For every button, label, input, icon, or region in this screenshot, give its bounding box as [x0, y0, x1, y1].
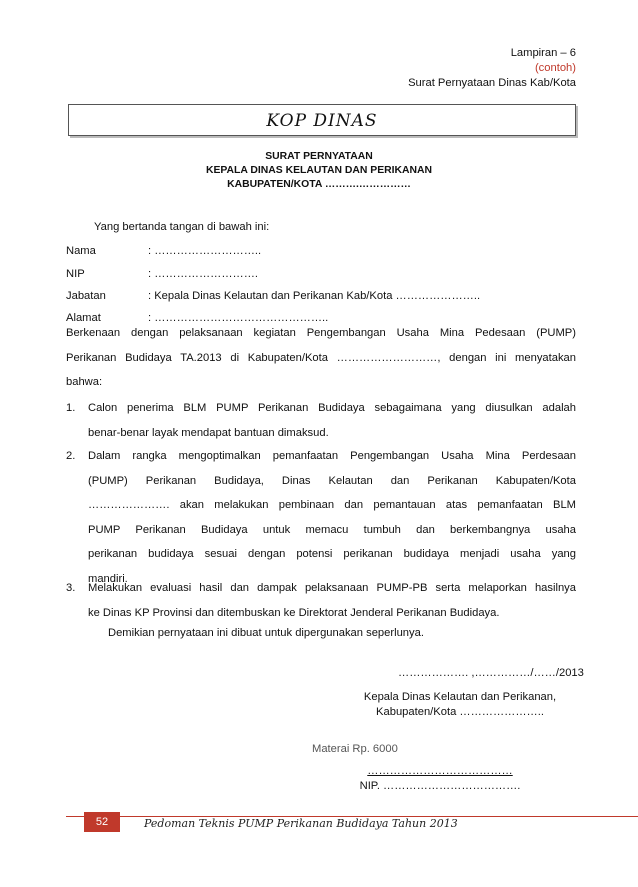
- signature-date: ………………. ,……………/……/2013: [398, 667, 584, 679]
- letterhead-box: [68, 104, 576, 136]
- heading-line-2: KEPALA DINAS KELAUTAN DAN PERIKANAN: [205, 165, 433, 176]
- list-line: benar-benar layak mendapat bantuan dimaksud.: [88, 426, 329, 439]
- signatory-nip: NIP. ……………………………….: [359, 780, 521, 792]
- closing-statement: Demikian pernyataan ini dibuat untuk dipergunakan seperlunya.: [108, 627, 424, 639]
- field-label-alamat: Alamat: [66, 312, 101, 324]
- list-line: (PUMP) Perikanan Budidaya, Dinas Kelautan dan Perikanan Kabupaten/Kota: [88, 474, 576, 487]
- annex-label: [408, 46, 576, 91]
- field-label-jabatan: Jabatan: [66, 290, 106, 302]
- paragraph-line: Berkenaan dengan pelaksanaan kegiatan Pengembangan Usaha Mina Pedesaan (PUMP): [66, 327, 576, 339]
- field-value-alamat: : ………………………………………..: [148, 312, 329, 324]
- list-line: …………………. akan melakukan pembinaan dan pemantauan atas pemanfaatan BLM: [88, 499, 576, 511]
- list-line: Melakukan evaluasi hasil dan dampak pelaksanaan PUMP-PB serta melaporkan hasilnya: [88, 582, 576, 594]
- field-label-nip: NIP: [66, 268, 85, 280]
- signature-title-1: Kepala Dinas Kelautan dan Perikanan,: [363, 691, 557, 703]
- list-number-3: 3.: [66, 582, 76, 594]
- list-item-1: [88, 396, 576, 445]
- paragraph-line: Perikanan Budidaya TA.2013 di Kabupaten/Kota ………………………, dengan ini menyatakan: [66, 351, 576, 364]
- heading-line-3: KABUPATEN/KOTA ……….……………: [227, 179, 411, 190]
- list-item-3: [88, 576, 576, 625]
- list-line: Dalam rangka mengoptimalkan pemanfaatan Pengembangan Usaha Mina Perdesaan: [88, 450, 576, 462]
- footer-title: Pedoman Teknis PUMP Perikanan Budidaya Tahun 2013: [144, 817, 458, 830]
- field-value-jabatan: : Kepala Dinas Kelautan dan Perikanan Kab/Kota …………………..: [148, 290, 481, 302]
- paragraph-line: bahwa:: [66, 376, 103, 388]
- field-value-nip: : ……………………….: [148, 268, 259, 280]
- intro-text: Yang bertanda tangan di bawah ini:: [94, 221, 270, 233]
- list-item-2: [88, 444, 576, 591]
- annex-example-note: (contoh): [534, 62, 576, 74]
- letterhead-text: KOP DINAS: [266, 111, 378, 131]
- list-number-1: 1.: [66, 402, 76, 414]
- signatory-name: …………………………………: [367, 765, 513, 777]
- list-line: PUMP Perikanan Budidaya untuk memacu tumbuh dan berkembangnya usaha: [88, 523, 576, 536]
- document-heading: [0, 150, 638, 192]
- stamp-duty-label: Materai Rp. 6000: [312, 743, 398, 755]
- page-number: 52: [84, 812, 120, 832]
- list-line: Calon penerima BLM PUMP Perikanan Budidaya sebagaimana yang diusulkan adalah: [88, 402, 576, 414]
- field-label-nama: Nama: [66, 245, 96, 257]
- annex-title: Surat Pernyataan Dinas Kab/Kota: [408, 77, 576, 89]
- signature-title-2: Kabupaten/Kota …………………..: [376, 706, 544, 718]
- heading-line-1: SURAT PERNYATAAN: [265, 151, 373, 162]
- list-line: ke Dinas KP Provinsi dan ditembuskan ke Direktorat Jenderal Perikanan Budidaya.: [88, 606, 500, 619]
- field-value-nama: : ………………………..: [148, 245, 262, 257]
- annex-number: Lampiran – 6: [510, 47, 576, 59]
- list-line: perikanan budidaya sesuai dengan potensi perikanan budidaya menjadi usaha yang: [88, 548, 576, 560]
- list-line: mandiri.: [88, 572, 128, 585]
- list-number-2: 2.: [66, 450, 76, 462]
- body-paragraph: [66, 321, 576, 395]
